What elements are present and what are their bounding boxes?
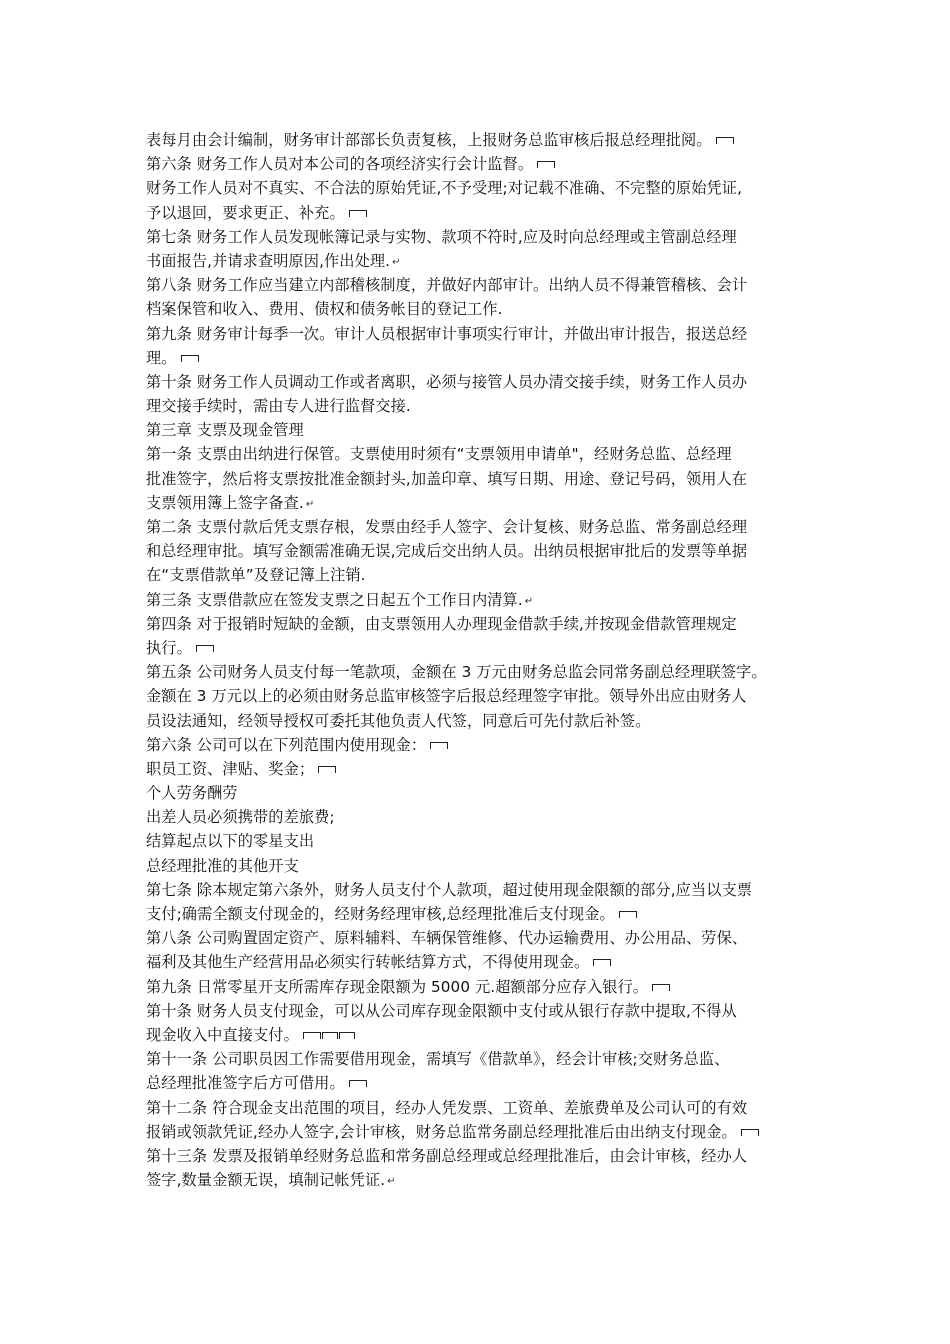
text-line: [146, 128, 836, 152]
text-line: [146, 176, 836, 200]
text-line: [146, 1047, 836, 1071]
line-text: 结算起点以下的零星支出: [146, 832, 315, 851]
line-text: 福利及其他生产经营用品必须实行转帐结算方式，不得使用现金。: [146, 953, 590, 972]
paragraph-mark-icon: [537, 161, 555, 168]
line-text: 第九条 财务审计每季一次。审计人员根据审计事项实行审计，并做出审计报告，报送总经: [146, 324, 748, 343]
text-line: [146, 1144, 836, 1168]
line-text: 执行。: [146, 638, 192, 657]
line-text: 第九条 日常零星开支所需库存现金限额为 5000 元.超额部分应存入银行。: [146, 977, 649, 996]
text-line: [146, 370, 836, 394]
paragraph-mark-icon: [339, 1032, 355, 1039]
line-text: 档案保管和收入、费用、债权和债务帐目的登记工作.: [146, 300, 503, 319]
paragraph-mark-icon: [181, 355, 199, 362]
text-line: [146, 878, 836, 902]
text-line: [146, 394, 836, 418]
text-line: [146, 1096, 836, 1120]
text-line: [146, 297, 836, 321]
line-text: 第七条 财务工作人员发现帐簿记录与实物、款项不符时,应及时向总经理或主管副总经理: [146, 227, 737, 246]
line-text: 予以退回，要求更正、补充。: [146, 203, 345, 222]
text-line: [146, 975, 836, 999]
text-line: [146, 660, 836, 684]
text-line: [146, 273, 836, 297]
line-break-icon: ↵: [524, 595, 534, 607]
text-line: [146, 757, 836, 781]
line-text: 第三条 支票借款应在签发支票之日起五个工作日内清算.: [146, 590, 523, 609]
text-line: [146, 709, 836, 733]
text-line: [146, 636, 836, 660]
line-text: 第三章 支票及现金管理: [146, 421, 304, 440]
text-line: [146, 999, 836, 1023]
line-text: 出差人员必须携带的差旅费;: [146, 808, 335, 827]
line-text: 第一条 支票由出纳进行保管。支票使用时须有“支票领用申请单"，经财务总监、总经理: [146, 445, 732, 464]
line-text: 在“支票借款单”及登记簿上注销.: [146, 566, 366, 585]
line-text: 理。: [146, 348, 177, 367]
document-body: [146, 128, 836, 1192]
line-text: 员设法通知，经领导授权可委托其他负责人代签，同意后可先付款后补签。: [146, 711, 651, 730]
line-text: 第六条 财务工作人员对本公司的各项经济实行会计监督。: [146, 155, 534, 174]
line-text: 第十二条 符合现金支出范围的项目，经办人凭发票、工资单、差旅费单及公司认可的有效: [146, 1098, 748, 1117]
line-break-icon: ↵: [305, 498, 315, 510]
text-line: [146, 467, 836, 491]
line-text: 金额在 3 万元以上的必须由财务总监审核签字后报总经理签字审批。领导外出应由财务人: [146, 687, 747, 706]
text-line: [146, 612, 836, 636]
line-text: 第八条 财务工作应当建立内部稽核制度，并做好内部审计。出纳人员不得兼管稽核、会计: [146, 276, 748, 295]
line-text: 第二条 支票付款后凭支票存根，发票由经手人签字、会计复核、财务总监、常务副总经理: [146, 518, 748, 536]
line-text: 财务工作人员对不真实、不合法的原始凭证,不予受理;对记载不准确、不完整的原始凭证,: [146, 179, 742, 198]
text-line: [146, 950, 836, 974]
text-line: [146, 1023, 836, 1047]
paragraph-mark-icon: [593, 959, 611, 966]
line-text: 个人劳务酬劳: [146, 784, 238, 803]
line-text: 报销或领款凭证,经办人签字,会计审核，财务总监常务副总经理批准后由出纳支付现金。: [146, 1122, 737, 1141]
paragraph-mark-icon: [349, 1080, 367, 1087]
line-text: 第十条 财务人员支付现金，可以从公司库存现金限额中支付或从银行存款中提取,不得从: [146, 1001, 737, 1020]
text-line: [146, 1168, 836, 1192]
text-line: [146, 588, 836, 612]
text-line: [146, 201, 836, 225]
text-line: [146, 854, 836, 878]
paragraph-mark-icon: [652, 984, 670, 991]
text-line: [146, 1120, 836, 1144]
line-text: 第十一条 公司职员因工作需要借用现金，需填写《借款单》，经会计审核;交财务总监、: [146, 1050, 730, 1069]
line-text: 总经理批准的其他开支: [146, 856, 299, 875]
text-line: [146, 442, 836, 466]
text-line: [146, 322, 836, 346]
text-line: [146, 926, 836, 950]
text-line: [146, 346, 836, 370]
text-line: [146, 1071, 836, 1095]
paragraph-mark-icon: [322, 1032, 338, 1039]
text-line: [146, 249, 836, 273]
line-text: 总经理批准签字后方可借用。: [146, 1074, 345, 1093]
text-line: [146, 152, 836, 176]
text-line: [146, 225, 836, 249]
text-line: [146, 491, 836, 515]
text-line: [146, 418, 836, 442]
paragraph-mark-icon: [303, 1032, 321, 1039]
paragraph-mark-icon: [741, 1129, 759, 1136]
line-text: 支票领用簿上签字备查.: [146, 493, 304, 512]
line-text: 职员工资、津贴、奖金；: [146, 759, 315, 778]
line-text: 现金收入中直接支付。: [146, 1025, 299, 1044]
line-text: 支付;确需全额支付现金的，经财务经理审核,总经理批准后支付现金。: [146, 905, 615, 923]
line-break-icon: ↵: [392, 256, 401, 268]
line-text: 第四条 对于报销时短缺的金额，由支票领用人办理现金借款手续,并按现金借款管理规定: [146, 614, 737, 633]
paragraph-mark-icon: [318, 766, 336, 773]
paragraph-mark-icon: [619, 911, 637, 918]
line-text: 第六条 公司可以在下列范围内使用现金：: [146, 735, 427, 754]
line-text: 第五条 公司财务人员支付每一笔款项，金额在 3 万元由财务总监会同常务副总经理联签字。: [146, 663, 767, 682]
paragraph-mark-icon: [430, 742, 448, 749]
line-text: 第十三条 发票及报销单经财务总监和常务副总经理或总经理批准后，由会计审核，经办人: [146, 1146, 748, 1165]
line-text: 第七条 除本规定第六条外，财务人员支付个人款项，超过使用现金限额的部分,应当以支票: [146, 880, 753, 899]
line-text: 和总经理审批。填写金额需准确无误,完成后交出纳人员。出纳员根据审批后的发票等单据: [146, 542, 748, 561]
text-line: [146, 781, 836, 805]
text-line: [146, 805, 836, 829]
paragraph-mark-icon: [196, 645, 214, 652]
text-line: [146, 829, 836, 853]
text-line: [146, 563, 836, 587]
line-text: 表每月由会计编制，财务审计部部长负责复核，上报财务总监审核后报总经理批阅。: [146, 131, 712, 149]
line-text: 书面报告,并请求查明原因,作出处理.: [146, 251, 391, 270]
paragraph-mark-icon: [716, 137, 734, 144]
text-line: [146, 515, 836, 539]
line-text: 批准签字，然后将支票按批准金额封头,加盖印章、填写日期、用途、登记号码，领用人在: [146, 469, 748, 488]
text-line: [146, 539, 836, 563]
text-line: [146, 684, 836, 708]
line-text: 第十条 财务工作人员调动工作或者离职，必须与接管人员办清交接手续，财务工作人员办: [146, 372, 748, 391]
line-text: 理交接手续时，需由专人进行监督交接.: [146, 397, 411, 416]
paragraph-mark-icon: [349, 210, 367, 217]
line-text: 签字,数量金额无误，填制记帐凭证.: [146, 1171, 386, 1190]
text-line: [146, 902, 836, 926]
text-line: [146, 733, 836, 757]
line-break-icon: ↵: [387, 1176, 396, 1188]
line-text: 第八条 公司购置固定资产、原料辅料、车辆保管维修、代办运输费用、办公用品、劳保、: [146, 929, 748, 948]
